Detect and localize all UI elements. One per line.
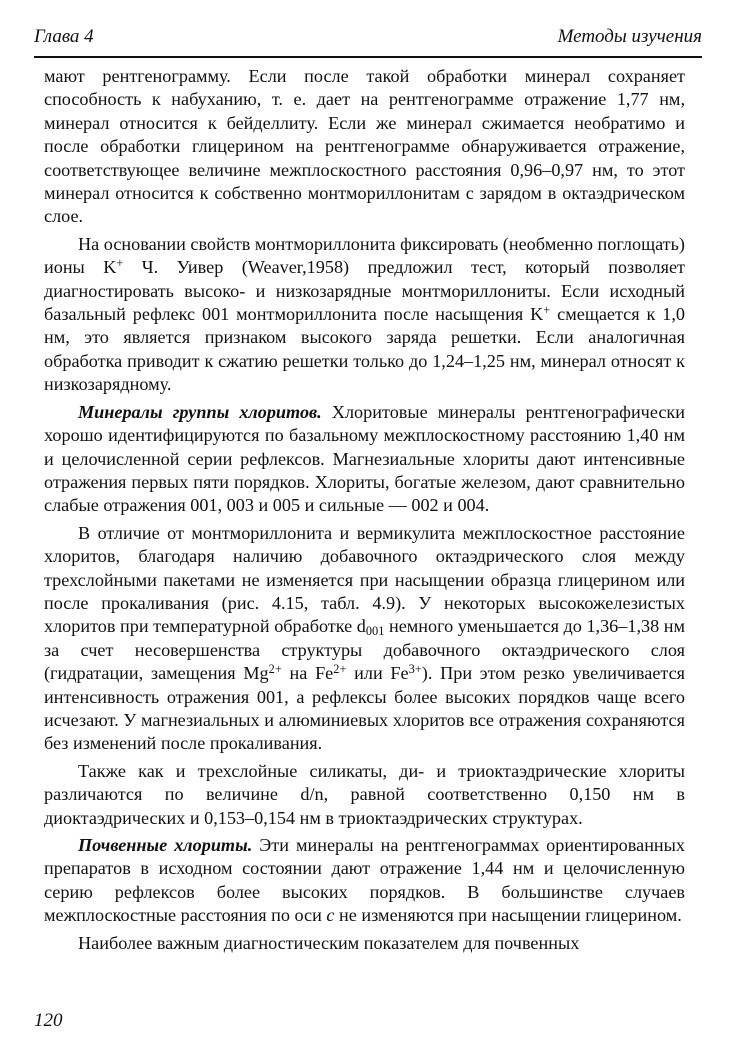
paragraph-chlorite-spacing: В отличие от монтмориллонита и вермикулита межплоскостное расстояние хлоритов, благодаря наличию добавочного октаэдрического слоя между трехслойными пакетами не изменяется при насыщении образца глицерином или после прокаливания (рис. 4.15, табл. 4.9). У некоторых высокожелезистых хлоритов при температурной обработке $d_{001}$ немного уменьшается до 1,36–1,38 нм за счет несовершенства структуры добавочного октаэдрического слоя (гидратации, замещения $Mg^{2+}$ на $Fe^{2+}$ или $Fe^{3+}$). При этом резко увеличивается интенсивность отражения 001, а рефлексы более высоких порядков чаще всего исчезают. У магнезиальных и алюминиевых хлоритов все отражения сохраняются без изменений после прокаливания. [44,522,686,754]
chapter-title: Глава 4 [34,26,94,47]
header-rule [34,56,702,58]
section-lead-chlorites: Минералы группы хлоритов. [78,401,322,422]
body-text [44,65,685,959]
paragraph-continuation: мают рентгенограмму. Если после такой обработки минерал сохраняет способность к набуханию, т. е. дает на рентгенограмме отражение 1,77 нм, минерал относится к бейделлиту. Если же минерал сжимается необратимо и после обработки глицерином на рентгенограмме обнаруживается отражение, соответствующее величине межплоскостного расстояния 0,96–0,97 нм, то этот минерал относится к собственно монтмориллонитам с зарядом в октаэдрическом слое. [44,66,685,227]
paragraph-final-line: Наиболее важным диагностическим показателем для почвенных [78,932,580,953]
section-title: Методы изучения [557,26,702,47]
running-header [34,26,702,54]
section-lead-soil-chlorites: Почвенные хлориты. [78,835,253,855]
paragraph-chlorite-group: Минералы группы хлоритов. Хлоритовые минералы рентгенографически хорошо идентифицируются по базальному межплоскостному расстоянию 1,40 нм и целочисленной серии рефлексов. Магнезиальные хлориты дают интенсивные отражения первых пяти порядков. Хлориты, богатые железом, дают сравнительно слабые отражения 001, 003 и 005 и сильные — 002 и 004. [44,401,685,516]
page-number: 120 [34,1010,63,1031]
paragraph-weaver-test: На основании свойств монтмориллонита фиксировать (необменно поглощать) ионы K+ Ч. Уивер (Weaver,1958) предложил тест, который позволяет диагностировать высоко- и низкозарядные монтмориллониты. Если исходный базальный рефлекс 001 монтмориллонита после насыщения K+ смещается к 1,0 нм, это является признаком высокого заряда решетки. Если аналогичная обработка приводит к сжатию решетки только до 1,24–1,25 нм, минерал относят к низкозарядному. [44,233,686,395]
paragraph-di-tri-octahedral: Также как и трехслойные силикаты, ди- и триоктаэдрические хлориты различаются по величине d/n, равной соответственно 0,150 нм в диоктаэдрических и 0,153–0,154 нм в триоктаэдрических структурах. [44,760,685,828]
paragraph-soil-chlorites: Почвенные хлориты. Эти минералы на рентгенограммах ориентированных препаратов в исходном состоянии дают отражение 1,44 нм и целочисленную серию рефлексов более высоких порядков. В большинстве случаев межплоскостные расстояния по оси c не изменяются при насыщении глицерином. [44,835,685,926]
